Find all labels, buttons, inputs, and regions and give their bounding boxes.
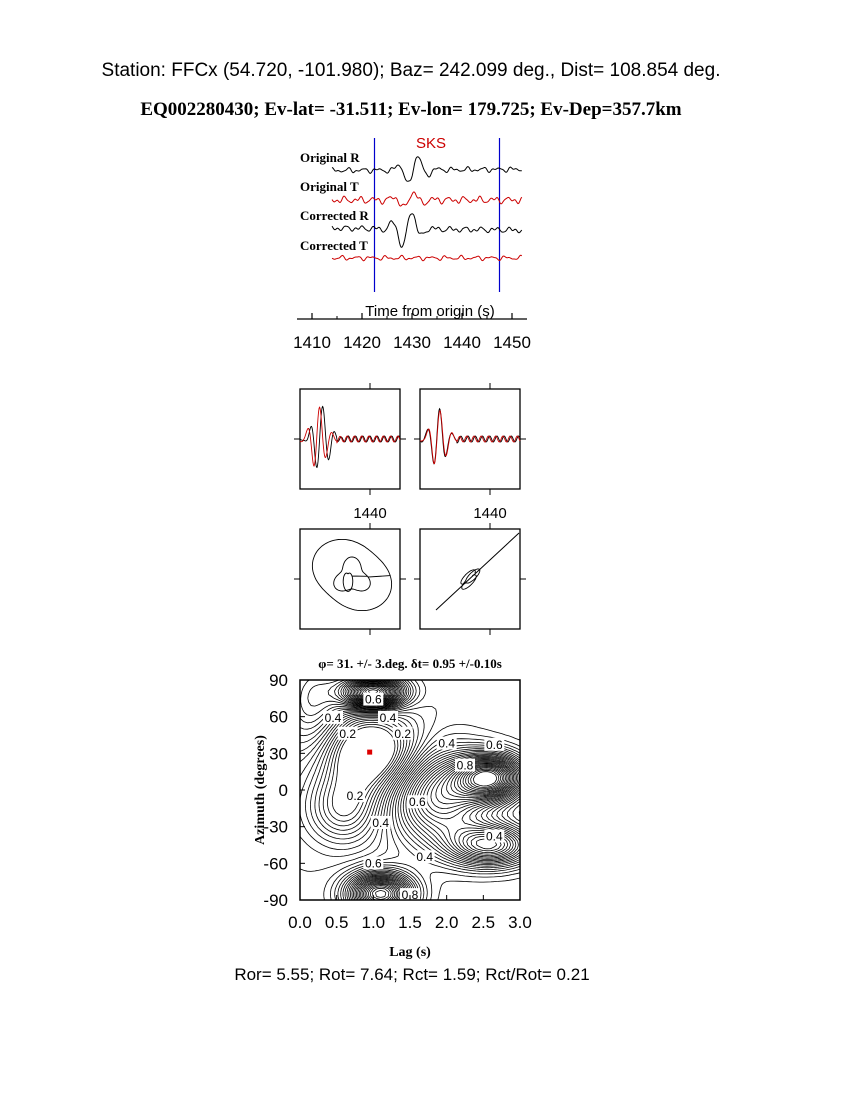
dt-value: 0.95: [432, 656, 456, 671]
y-tick-label: 90: [269, 671, 288, 690]
contour-label: 0.4: [485, 829, 503, 844]
trace-label-corrected-r: Corrected R: [300, 208, 369, 223]
y-tick-label: 60: [269, 707, 288, 727]
original-r-trace: [332, 157, 522, 182]
phi-text: φ= 31. +/- 3.deg.: [318, 656, 408, 671]
x-tick-label: 0.5: [324, 913, 349, 932]
x-tick-label: 2.0: [434, 913, 459, 932]
contour-line: [473, 772, 497, 786]
x-tick-label: 0.0: [288, 913, 312, 932]
error-surface-title: [318, 656, 502, 671]
phase-label: SKS: [415, 135, 447, 152]
contour-label: 0.6: [364, 692, 382, 707]
contour-label: 0.6: [408, 795, 426, 810]
trace-label-original-r: Original R: [300, 150, 360, 165]
particle-motion-panel-right: [420, 529, 520, 629]
contour-label: 0.2: [394, 726, 412, 741]
panel-left-tick-label: 1440: [353, 505, 387, 522]
time-tick-label: 1440: [443, 333, 481, 352]
y-tick-label: -60: [263, 854, 288, 874]
time-tick-label: 1420: [343, 333, 381, 352]
x-tick-label: 3.0: [508, 913, 532, 932]
contour-label: 0.6: [364, 856, 382, 871]
y-tick-label: -90: [263, 891, 288, 910]
error-surface-plot: [253, 656, 532, 960]
trace-label-original-t: Original T: [300, 179, 359, 194]
y-axis-label: Azimuth (degrees): [253, 735, 268, 845]
x-axis-label: Lag (s): [389, 945, 431, 960]
contour-label: 0.8: [401, 888, 419, 903]
x-tick-label: 1.0: [361, 913, 386, 932]
time-tick-label: 1430: [393, 333, 431, 352]
contour-label: 0.4: [438, 736, 456, 751]
station-line: Station: FFCx (54.720, -101.980); Baz= 242.099 deg., Dist= 108.854 deg.: [101, 60, 721, 81]
y-tick-label: -30: [263, 817, 288, 837]
contour-label: 0.8: [456, 758, 474, 773]
dt-error: +/-0.10s: [455, 656, 502, 671]
contour-label: 0.6: [485, 737, 503, 752]
contour-label: 0.4: [372, 816, 390, 830]
x-tick-label: 1.5: [398, 913, 422, 932]
panel-right-black-wave: [420, 409, 520, 464]
corrected-waveform-panel-right: [420, 389, 520, 522]
particle-motion-panel-left: [300, 529, 400, 629]
panel-right-tick-label: 1440: [473, 505, 507, 522]
original-t-trace: [332, 192, 522, 206]
time-tick-label: 1410: [293, 333, 331, 352]
contour-label: 0.2: [346, 789, 364, 804]
corrected-waveform-panel-left: [300, 389, 400, 522]
dt-symbol: δ: [410, 656, 418, 671]
time-axis-label: Time from origin (s): [365, 303, 495, 320]
time-tick-label: 1450: [493, 333, 531, 352]
trace-label-corrected-t: Corrected T: [300, 238, 368, 253]
corrected-t-trace: [332, 255, 522, 260]
dt-text: t=: [417, 656, 433, 671]
contour-label: 0.4: [324, 710, 342, 725]
ratio-line: Ror= 5.55; Rot= 7.64; Rct= 1.59; Rct/Rot= 0.21: [234, 965, 590, 984]
waveform-section: [293, 135, 531, 352]
contour-label: 0.2: [339, 726, 357, 741]
y-tick-label: 30: [269, 744, 288, 764]
polarization-direction-line: [436, 533, 519, 610]
contour-label: 0.4: [379, 710, 397, 725]
particle-motion-original: [312, 539, 391, 610]
x-tick-label: 2.5: [471, 913, 496, 932]
y-tick-label: 0: [278, 781, 288, 800]
event-line: EQ002280430; Ev-lat= -31.511; Ev-lon= 179.725; Ev-Dep=357.7km: [140, 99, 682, 120]
best-fit-marker: [367, 750, 372, 755]
contour-label: 0.4: [416, 850, 434, 865]
